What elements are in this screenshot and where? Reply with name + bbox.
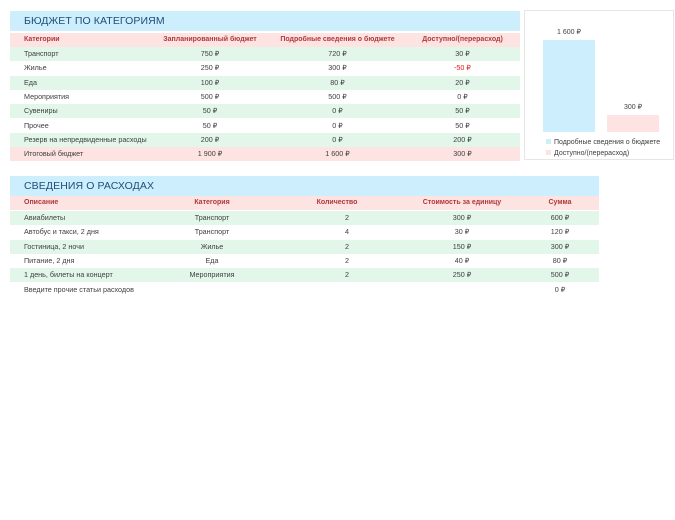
expenses-header-qty: Количество <box>316 199 358 206</box>
expenses-header-unit-cost: Стоимость за единицу <box>422 199 502 206</box>
expense-table-row <box>10 268 599 282</box>
expense-cell-sum: 300 ₽ <box>550 241 570 251</box>
expense-table-row <box>10 211 599 225</box>
expenses-header-category: Категория <box>194 199 230 206</box>
expense-cell-unit-cost: 300 ₽ <box>452 213 472 222</box>
budget-cell-planned: 200 ₽ <box>200 134 220 144</box>
budget-cell-planned: 100 ₽ <box>200 77 220 87</box>
budget-chart <box>524 10 674 160</box>
chart-legend-label: Подробные сведения о бюджете <box>554 139 661 146</box>
budget-total-details: 1 600 ₽ <box>325 149 350 158</box>
budget-cell-category: Резерв на непредвиденные расходы <box>24 134 147 144</box>
expenses-header-description: Описание <box>24 199 59 206</box>
budget-header-category: Категории <box>24 36 60 43</box>
budget-cell-category: Еда <box>24 77 37 87</box>
budget-cell-available: 50 ₽ <box>455 120 470 130</box>
expense-cell-sum: 80 ₽ <box>552 255 568 265</box>
expense-cell-sum: 500 ₽ <box>550 270 570 280</box>
expense-table-row <box>10 225 599 239</box>
budget-cell-category: Жилье <box>24 63 47 73</box>
chart-bar <box>543 40 595 132</box>
budget-cell-available: -50 ₽ <box>454 63 471 73</box>
expense-cell-category: Транспорт <box>194 227 230 237</box>
budget-cell-category: Сувениры <box>24 106 58 116</box>
budget-cell-details: 0 ₽ <box>332 120 343 130</box>
expense-cell-qty: 4 <box>345 227 349 237</box>
legend-swatch-icon <box>546 150 551 155</box>
budget-cell-planned: 250 ₽ <box>200 63 220 73</box>
budget-header-planned: Запланированный бюджет <box>163 36 257 43</box>
budget-total-row <box>10 147 520 161</box>
budget-table-row <box>10 47 520 61</box>
expense-table-row <box>10 254 599 268</box>
budget-cell-details: 500 ₽ <box>328 91 347 101</box>
expense-cell-sum: 0 ₽ <box>554 284 566 294</box>
expense-cell-unit-cost: 250 ₽ <box>452 270 472 280</box>
budget-cell-planned: 500 ₽ <box>200 91 220 101</box>
budget-cell-available: 30 ₽ <box>455 49 470 58</box>
budget-table-row <box>10 90 520 104</box>
chart-data-label: 300 ₽ <box>623 103 643 111</box>
budget-header-row <box>10 33 520 47</box>
expense-cell-qty: 2 <box>345 213 349 222</box>
expense-cell-description: Авиабилеты <box>24 213 66 222</box>
budget-cell-details: 0 ₽ <box>332 134 343 144</box>
expense-cell-description: Гостиница, 2 ночи <box>24 241 84 251</box>
budget-cell-category: Транспорт <box>24 49 59 58</box>
chart-legend-item <box>546 138 660 148</box>
chart-bar <box>607 115 659 132</box>
budget-cell-category: Мероприятия <box>24 91 70 101</box>
expense-cell-category: Жилье <box>200 241 224 251</box>
expense-table-row <box>10 240 599 254</box>
expense-cell-description: Питание, 2 дня <box>24 255 75 265</box>
budget-total-available: 300 ₽ <box>453 149 472 158</box>
budget-cell-available: 20 ₽ <box>455 77 470 87</box>
budget-total-label: Итоговый бюджет <box>24 149 84 158</box>
budget-table-row <box>10 61 520 75</box>
budget-cell-category: Прочее <box>24 120 49 130</box>
budget-cell-planned: 750 ₽ <box>200 49 220 58</box>
budget-cell-available: 0 ₽ <box>457 91 468 101</box>
expense-cell-qty: 2 <box>345 241 349 251</box>
legend-swatch-icon <box>546 139 551 144</box>
expense-cell-unit-cost: 40 ₽ <box>454 255 470 265</box>
budget-cell-available: 200 ₽ <box>453 134 472 144</box>
expense-cell-unit-cost: 30 ₽ <box>454 227 470 237</box>
expense-cell-description: 1 день, билеты на концерт <box>24 270 113 280</box>
budget-table-row <box>10 76 520 90</box>
budget-cell-details: 720 ₽ <box>328 49 347 58</box>
budget-cell-details: 80 ₽ <box>330 77 345 87</box>
expense-cell-sum: 120 ₽ <box>550 227 570 237</box>
chart-data-label: 1 600 ₽ <box>557 29 581 37</box>
expense-cell-category: Еда <box>205 255 219 265</box>
expense-cell-description: Автобус и такси, 2 дня <box>24 227 99 237</box>
budget-header-available: Доступно/(перерасход) <box>422 36 503 43</box>
chart-legend-item <box>546 149 629 159</box>
budget-cell-planned: 50 ₽ <box>202 120 218 130</box>
budget-total-planned: 1 900 ₽ <box>197 149 223 158</box>
budget-header-details: Подробные сведения о бюджете <box>280 36 395 43</box>
expenses-header-sum: Сумма <box>548 199 572 206</box>
expense-table-row <box>10 283 599 297</box>
budget-table-row <box>10 104 520 118</box>
budget-cell-details: 0 ₽ <box>332 106 343 116</box>
expenses-section-title: СВЕДЕНИЯ О РАСХОДАХ <box>10 176 599 196</box>
expense-cell-qty: 2 <box>345 255 349 265</box>
expense-cell-qty: 2 <box>345 270 349 280</box>
chart-legend-label: Доступно/(перерасход) <box>554 150 630 157</box>
expenses-header-row <box>10 196 599 210</box>
expense-cell-category: Мероприятия <box>189 270 235 280</box>
budget-cell-available: 50 ₽ <box>455 106 470 116</box>
expense-cell-unit-cost: 150 ₽ <box>452 241 472 251</box>
budget-table-row <box>10 119 520 133</box>
budget-section-title: БЮДЖЕТ ПО КАТЕГОРИЯМ <box>10 11 520 31</box>
expense-cell-description[interactable]: Введите прочие статьи расходов <box>24 284 134 294</box>
budget-cell-details: 300 ₽ <box>328 63 347 73</box>
expense-cell-category: Транспорт <box>194 213 230 222</box>
expense-cell-sum: 600 ₽ <box>550 213 570 222</box>
budget-cell-planned: 50 ₽ <box>202 106 218 116</box>
budget-table-row <box>10 133 520 147</box>
